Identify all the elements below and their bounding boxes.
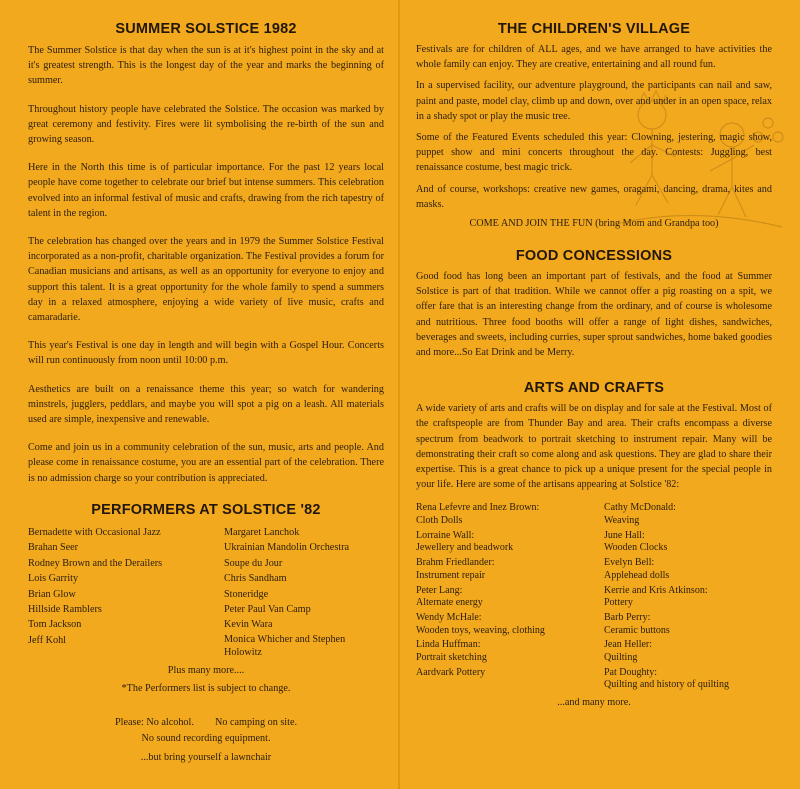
artisan-name: Lorraine Wall: — [416, 529, 475, 541]
artisan-entry — [604, 557, 774, 582]
no-recording-rule: No sound recording equipment. — [141, 732, 271, 744]
artisan-craft: Quilting and history of quilting — [604, 679, 729, 691]
artisan-entry — [416, 639, 602, 664]
artisan-name: Jean Heller: — [604, 639, 653, 651]
artisan-craft: Pottery — [604, 597, 633, 609]
artisan-entry — [416, 612, 602, 637]
artisans-column — [416, 502, 602, 694]
artisan-name: Aardvark Pottery — [416, 666, 486, 678]
artisan-name: Kerrie and Kris Atkinson: — [604, 584, 708, 596]
performer: Bernadette with Occasional Jazz — [28, 526, 161, 538]
children-paragraph: Some of the Featured Events scheduled this year: Clowning, jestering, magic show, puppet show and mini concerts throughout the day. Contests: Juggling, best renaissance costume, best magic trick. — [416, 132, 772, 174]
performer: Brahan Seer — [28, 542, 79, 554]
solstice-paragraph: Throughout history people have celebrated the Solstice. The occasion was marked by great ceremony and festivity. Fires were lit symbolising the re-birth of the sun and growing season. — [28, 103, 384, 146]
performer: Lois Garrity — [28, 573, 79, 585]
no-camping-rule: No camping on site. — [214, 716, 298, 728]
solstice-paragraph: The celebration has changed over the years and in 1979 the Summer Solstice Festival incorporated as a non-profit, charitable organization. The Festival provides a forum for Canadian musicians and artisans, as well as an opportunity for everyone to enjoy and support this talent. It is a great opportunity for the whole family to spend a summers day in a relaxed atmosphere, enjoying a wide variety of live music, crafts and camaradarie. — [28, 236, 384, 324]
artisan-craft: Ceramic buttons — [604, 624, 670, 636]
children-paragraph: Festivals are for children of ALL ages, and we have arranged to have activities the whole family can enjoy. They are creative, entertaining and all round fun. — [416, 44, 772, 71]
performer: Rodney Brown and the Derailers — [28, 557, 163, 569]
children-cta: COME AND JOIN THE FUN (bring Mom and Grandpa too) — [469, 218, 719, 230]
artisan-entry — [416, 502, 602, 527]
solstice-paragraph: Aesthetics are built on a renaissance theme this year; so watch for wandering minstrels, jugglers, peddlars, and maybe you will spot a pig on a leash. All materials used are simple, inexpensive and renewable. — [28, 383, 384, 426]
food-title: FOOD CONCESSIONS — [515, 248, 673, 265]
children-paragraph: And of course, workshops: creative new games, oragami, dancing, drama, kites and masks. — [416, 183, 772, 210]
artisan-craft: Quilting — [604, 651, 638, 663]
performer: Margaret Lanchok — [224, 526, 300, 538]
performer: Stoneridge — [224, 588, 269, 600]
fold-line — [398, 0, 400, 789]
artisan-name: Brahm Friedlander: — [416, 557, 495, 569]
food-paragraph: Good food has long been an important part of festivals, and the food at Summer Solstice is part of that tradition. While we cannot offer a pig roasting on a spit, we offer fare that is an interesting change from the ordinary, and of course is wholesome and nutritious. Three food booths will offer a range of light dishes, sandwiches, beverages and sweets, including curries, super sprout sandwiches, home baked goodies and more...So Eat Drink and be Merry. — [416, 271, 772, 359]
children-title: THE CHILDREN'S VILLAGE — [497, 21, 691, 37]
performer: Ukrainian Mandolin Orchestra — [224, 542, 350, 554]
rules-line — [28, 715, 384, 731]
artisan-entry — [416, 557, 602, 582]
no-alcohol-rule: Please: No alcohol. — [114, 716, 194, 728]
artisan-craft: Jewellery and beadwork — [416, 542, 514, 554]
solstice-paragraph: Here in the North this time is of particular importance. For the past 12 years local people have come together to celebrate our brief but intense summers. This celebration evolved into an informal festival of music and crafts, drawing from the rich tapestry of talent in the region. — [28, 162, 384, 219]
artisan-name: June Hall: — [604, 529, 645, 541]
artisan-name: Pat Doughty: — [604, 666, 658, 678]
plus-more: Plus many more.... — [167, 664, 245, 676]
left-panel — [28, 0, 384, 766]
artisan-entry — [604, 639, 774, 664]
artisan-entry — [416, 585, 602, 610]
artisan-name: Peter Lang: — [416, 584, 463, 596]
artisan-entry — [416, 667, 602, 680]
right-panel — [416, 0, 772, 711]
arts-title: ARTS AND CRAFTS — [523, 380, 665, 397]
artisan-craft: Instrument repair — [416, 569, 486, 581]
performer: Hillside Ramblers — [28, 603, 102, 615]
solstice-paragraph: Come and join us in a community celebration of the sun, music, arts and people. And please come in renaissance costume, you are an essential part of the celebration. There is no admission charge so your contribution is appreciated. — [28, 442, 384, 484]
artisan-entry — [604, 530, 774, 555]
children-paragraph: In a supervised facility, our adventure playground, the participants can nail and saw, paint and paste, model clay, climb up and down, over and under in an open space, relax in a shady spot or play the music tree. — [416, 80, 772, 122]
solstice-title: SUMMER SOLSTICE 1982 — [115, 21, 297, 37]
arts-paragraph: A wide variety of arts and crafts will be on display and for sale at the Festival. Most of the craftspeople are from Thunder Bay and area. Their crafts encompass a diverse spectrum from beadwork to portrait sketching to instrument repair. Many will be demonstrating their craft so come along and ask questions. They are glad to share their expertise. This is a great chance to pick up a unique present for the special people in your life. Here are some of the artisans appearing at Solstice '82: — [416, 403, 772, 491]
performer: Tom Jackson — [28, 619, 82, 631]
performer: Brian Glow — [28, 588, 76, 600]
artisan-craft: Cloth Dolls — [416, 515, 463, 527]
artisan-craft: Alternate energy — [416, 597, 483, 609]
artisan-name: Evelyn Bell: — [604, 557, 655, 569]
artisan-name: Wendy McHale: — [416, 611, 482, 623]
artisan-entry — [604, 612, 774, 637]
solstice-paragraph: The Summer Solstice is that day when the sun is at it's highest point in the sky and at it's greatest strength. This is the longest day of the year and marks the beginning of summer. — [28, 45, 384, 87]
artisan-entry — [604, 585, 774, 610]
artisan-craft: Wooden toys, weaving, clothing — [416, 624, 545, 636]
artisan-entry — [604, 502, 774, 527]
performer: Jeff Kohl — [28, 634, 67, 646]
artisan-name: Barb Perry: — [604, 611, 651, 623]
performer: Chris Sandham — [224, 573, 287, 585]
artisan-name: Cathy McDonald: — [604, 502, 676, 514]
solstice-paragraph: This year's Festival is one day in length and will begin with a Gospel Hour. Concerts will run continuously from noon until 10:00 p.m. — [28, 340, 384, 367]
artisan-entry — [416, 530, 602, 555]
performer: Peter Paul Van Camp — [224, 603, 311, 615]
artisan-craft: Portrait sketching — [416, 651, 487, 663]
artisan-craft: Applehead dolls — [604, 569, 670, 581]
artisan-name: Rena Lefevre and Inez Brown: — [416, 502, 540, 514]
performer: Monica Whicher and Stephen Holowitz — [224, 633, 346, 658]
performers-list — [28, 525, 384, 659]
performers-title: PERFORMERS AT SOLSTICE '82 — [91, 501, 321, 518]
artisan-entry — [604, 667, 774, 692]
artisans-column — [604, 502, 774, 694]
artisan-craft: Weaving — [604, 515, 640, 527]
performer: Soupe du Jour — [224, 557, 283, 569]
artisan-name: Linda Huffman: — [416, 639, 481, 651]
lawnchair-note: ...but bring yourself a lawnchair — [140, 751, 272, 763]
performer: Kevin Wara — [224, 619, 273, 631]
artisan-craft: Wooden Clocks — [604, 542, 668, 554]
performers-note: *The Performers list is subject to change. — [121, 682, 291, 694]
artisans-list — [416, 502, 772, 694]
many-more-note: ...and many more. — [557, 697, 631, 709]
